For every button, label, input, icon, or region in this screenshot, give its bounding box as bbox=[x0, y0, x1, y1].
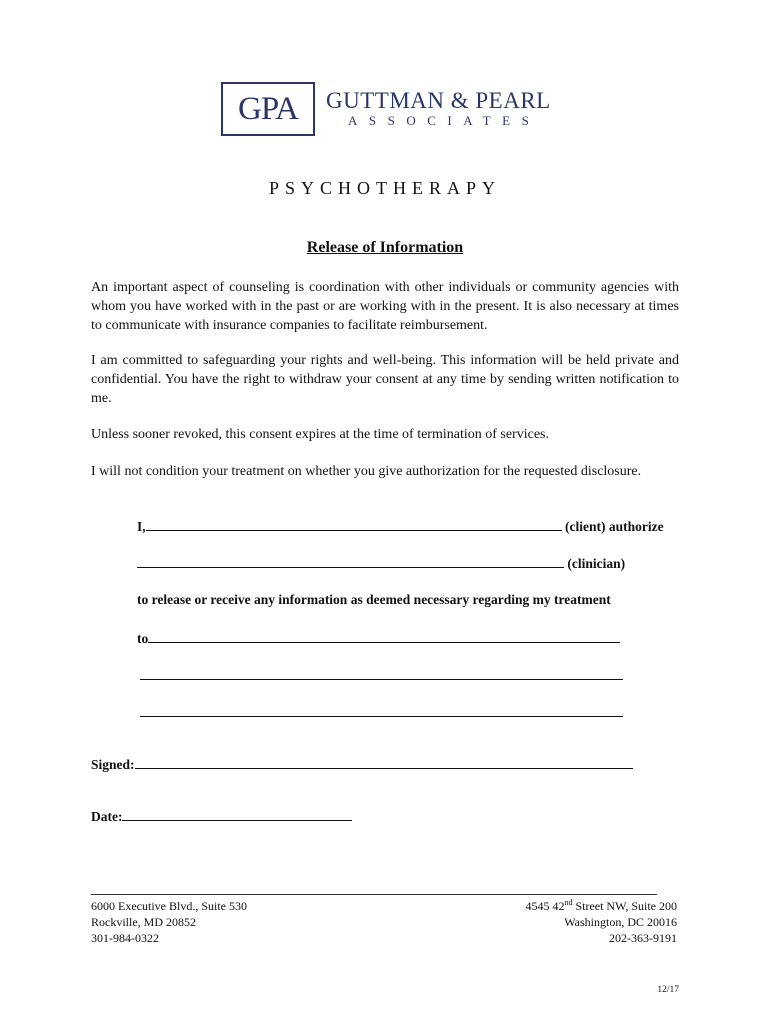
recipient-field-line-3[interactable] bbox=[140, 716, 623, 717]
rockville-street: 6000 Executive Blvd., Suite 530 bbox=[91, 899, 247, 913]
logo-wordmark bbox=[326, 89, 551, 129]
signed-label: Signed: bbox=[91, 757, 135, 772]
date-line bbox=[91, 807, 352, 826]
rockville-address bbox=[91, 898, 247, 946]
document-heading: PSYCHOTHERAPY bbox=[268, 178, 502, 198]
logo-mark: GPA bbox=[221, 82, 315, 136]
signature-field[interactable] bbox=[135, 755, 633, 769]
footer-divider bbox=[91, 894, 657, 895]
washington-address bbox=[525, 898, 677, 946]
logo-subtitle: ASSOCIATES bbox=[348, 113, 541, 128]
washington-street-name: Street NW, Suite 200 bbox=[572, 899, 677, 913]
client-prefix-label: I, bbox=[137, 519, 146, 534]
date-label: Date: bbox=[91, 809, 123, 824]
signature-line bbox=[91, 755, 633, 774]
client-name-field[interactable] bbox=[146, 517, 562, 531]
clinician-suffix-label: (clinician) bbox=[567, 556, 626, 571]
to-label: to bbox=[137, 631, 149, 646]
release-statement: to release or receive any information as deemed necessary regarding my treatment bbox=[137, 592, 611, 607]
washington-street-number: 4545 42 bbox=[525, 899, 565, 913]
washington-street bbox=[525, 898, 677, 914]
document-title: Release of Information bbox=[306, 239, 464, 256]
recipient-field[interactable] bbox=[148, 629, 620, 643]
recipient-line bbox=[137, 629, 620, 648]
company-logo bbox=[221, 80, 551, 138]
client-authorize-line bbox=[137, 517, 664, 536]
washington-phone: 202-363-9191 bbox=[609, 931, 677, 945]
rockville-phone: 301-984-0322 bbox=[91, 931, 159, 945]
paragraph-privacy: I am committed to safeguarding your rights and well-being. This information will be held private and confidential. You have the right to withdraw your consent at any time by sending written notification to me. bbox=[91, 353, 679, 406]
paragraph-coordination: An important aspect of counseling is coordination with other individuals or community agencies with whom you have worked with in the past or are working with in the present. It is also necessary at times to communicate with insurance companies to facilitate reimbursement. bbox=[91, 280, 679, 333]
recipient-field-line-2[interactable] bbox=[140, 679, 623, 680]
paragraph-treatment-condition: I will not condition your treatment on whether you give authorization for the requested disclosure. bbox=[91, 464, 642, 479]
washington-street-suffix: nd bbox=[564, 898, 573, 907]
clinician-name-field[interactable] bbox=[137, 554, 564, 568]
form-version: 12/17 bbox=[657, 985, 679, 995]
client-suffix-label: (client) authorize bbox=[565, 519, 664, 534]
logo-name: GUTTMAN & PEARL bbox=[326, 88, 551, 113]
paragraph-expiration: Unless sooner revoked, this consent expires at the time of termination of services. bbox=[91, 427, 549, 442]
clinician-line bbox=[137, 554, 625, 573]
rockville-city: Rockville, MD 20852 bbox=[91, 915, 196, 929]
washington-city: Washington, DC 20016 bbox=[564, 915, 677, 929]
date-field[interactable] bbox=[122, 807, 352, 821]
